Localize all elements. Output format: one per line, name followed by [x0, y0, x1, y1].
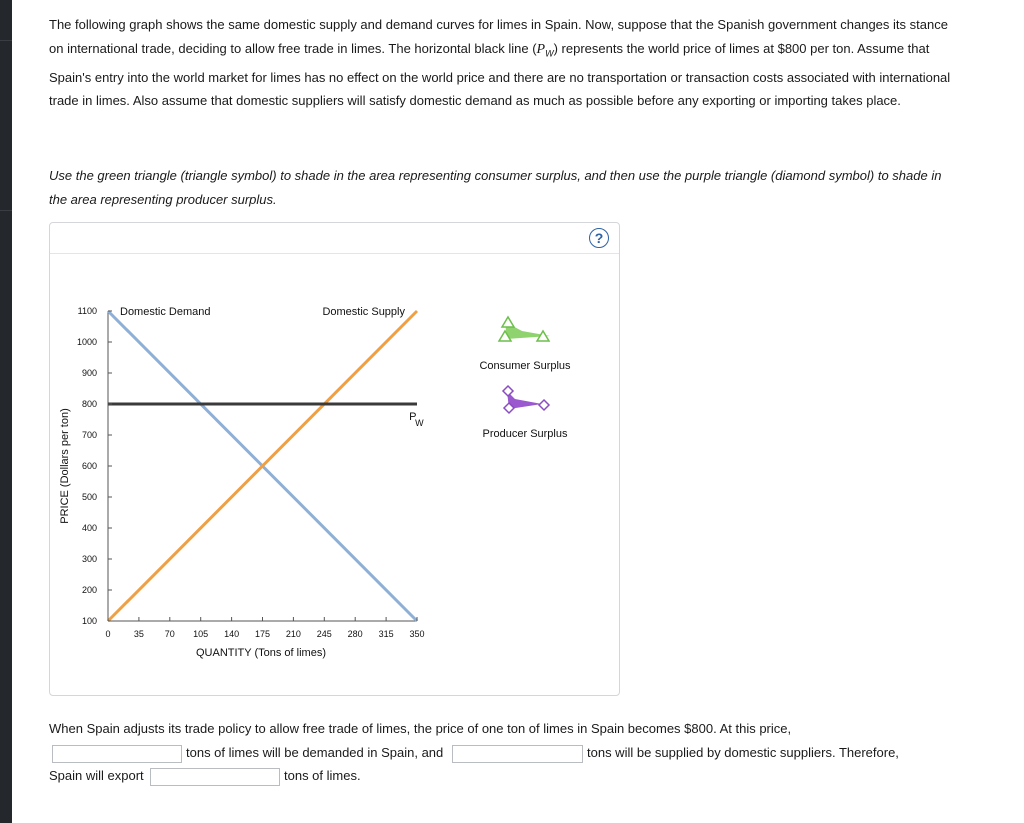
y-tick-label: 800 [81, 399, 97, 409]
ps-handle-right-icon[interactable] [539, 400, 549, 410]
supply-demand-chart [50, 223, 619, 695]
y-axis-label: PRICE (Dollars per ton) [59, 408, 71, 524]
intro-text-1: The following graph shows the same domestic supply and demand curves for limes in Spain. Now, suppose that the Spanish government changes its stance on international trade, deciding to allow free trade in limes. The horizontal black line ( [49, 17, 948, 56]
question-intro [49, 13, 954, 113]
export-suffix-text: tons of limes. [284, 768, 361, 783]
x-tick-label: 280 [347, 629, 363, 639]
export-prefix-text: Spain will export [49, 768, 144, 783]
x-tick-label: 35 [133, 629, 144, 639]
y-tick-label: 200 [81, 585, 97, 595]
x-tick-label: 350 [409, 629, 425, 639]
intro-text-2: ) represents the world price of limes at $800 per ton. Assume that Spain's entry into the world market for limes has no effect on the world price and there are no transportation or transaction costs associated with international trade in limes. Also assume that domestic suppliers will satisfy domestic demand as much as possible before any exporting or importing takes place. [49, 40, 951, 109]
supplied-suffix-text: tons will be supplied by domestic suppliers. Therefore, [587, 745, 899, 760]
y-tick-label: 600 [81, 461, 97, 471]
y-tick-label: 500 [81, 492, 97, 502]
x-tick-label: 0 [105, 629, 111, 639]
pw-subscript: W [545, 48, 554, 59]
shading-instruction: Use the green triangle (triangle symbol) to shade in the area representing consumer surplus, and then use the purple triangle (diamond symbol) to shade in the area representing producer surplus. [49, 168, 942, 207]
x-tick-label: 175 [254, 629, 271, 639]
x-tick-label: 70 [164, 629, 175, 639]
demanded-suffix-text: tons of limes will be demanded in Spain, and [186, 745, 444, 760]
x-tick-label: 105 [193, 629, 209, 639]
x-tick-label: 210 [285, 629, 301, 639]
quantity-supplied-input[interactable] [452, 745, 583, 763]
y-tick-label: 100 [81, 616, 97, 626]
help-icon[interactable]: ? [589, 228, 609, 248]
cs-handle-top-icon[interactable] [502, 317, 514, 327]
y-tick-label: 700 [81, 430, 97, 440]
demand-curve-label: Domestic Demand [120, 306, 211, 318]
quantity-demanded-input[interactable] [52, 745, 182, 763]
x-tick-label: 245 [316, 629, 332, 639]
answer-intro-text: When Spain adjusts its trade policy to allow free trade of limes, the price of one ton of limes in Spain becomes $800. At this price, [49, 721, 792, 736]
pw-symbol: P [536, 41, 546, 57]
left-dark-bar [0, 0, 12, 823]
y-tick-label: 1000 [76, 337, 97, 347]
supply-curve-label: Domestic Supply [322, 306, 405, 318]
consumer-surplus-label: Consumer Surplus [479, 360, 571, 372]
x-tick-label: 315 [378, 629, 394, 639]
graph-panel [49, 222, 620, 696]
x-axis-label: QUANTITY (Tons of limes) [196, 647, 326, 659]
quantity-exported-input[interactable] [150, 768, 280, 786]
y-tick-label: 1100 [77, 306, 97, 316]
ps-handle-top-icon[interactable] [503, 386, 513, 396]
world-price-label: P [409, 411, 417, 423]
y-tick-label: 300 [81, 554, 97, 564]
producer-surplus-label: Producer Surplus [482, 428, 568, 440]
x-tick-label: 140 [224, 629, 240, 639]
consumer-surplus-tool[interactable] [479, 317, 571, 372]
y-tick-label: 400 [81, 523, 97, 533]
y-tick-label: 900 [81, 368, 97, 378]
world-price-subscript: W [415, 418, 424, 428]
producer-surplus-tool[interactable] [483, 386, 568, 440]
